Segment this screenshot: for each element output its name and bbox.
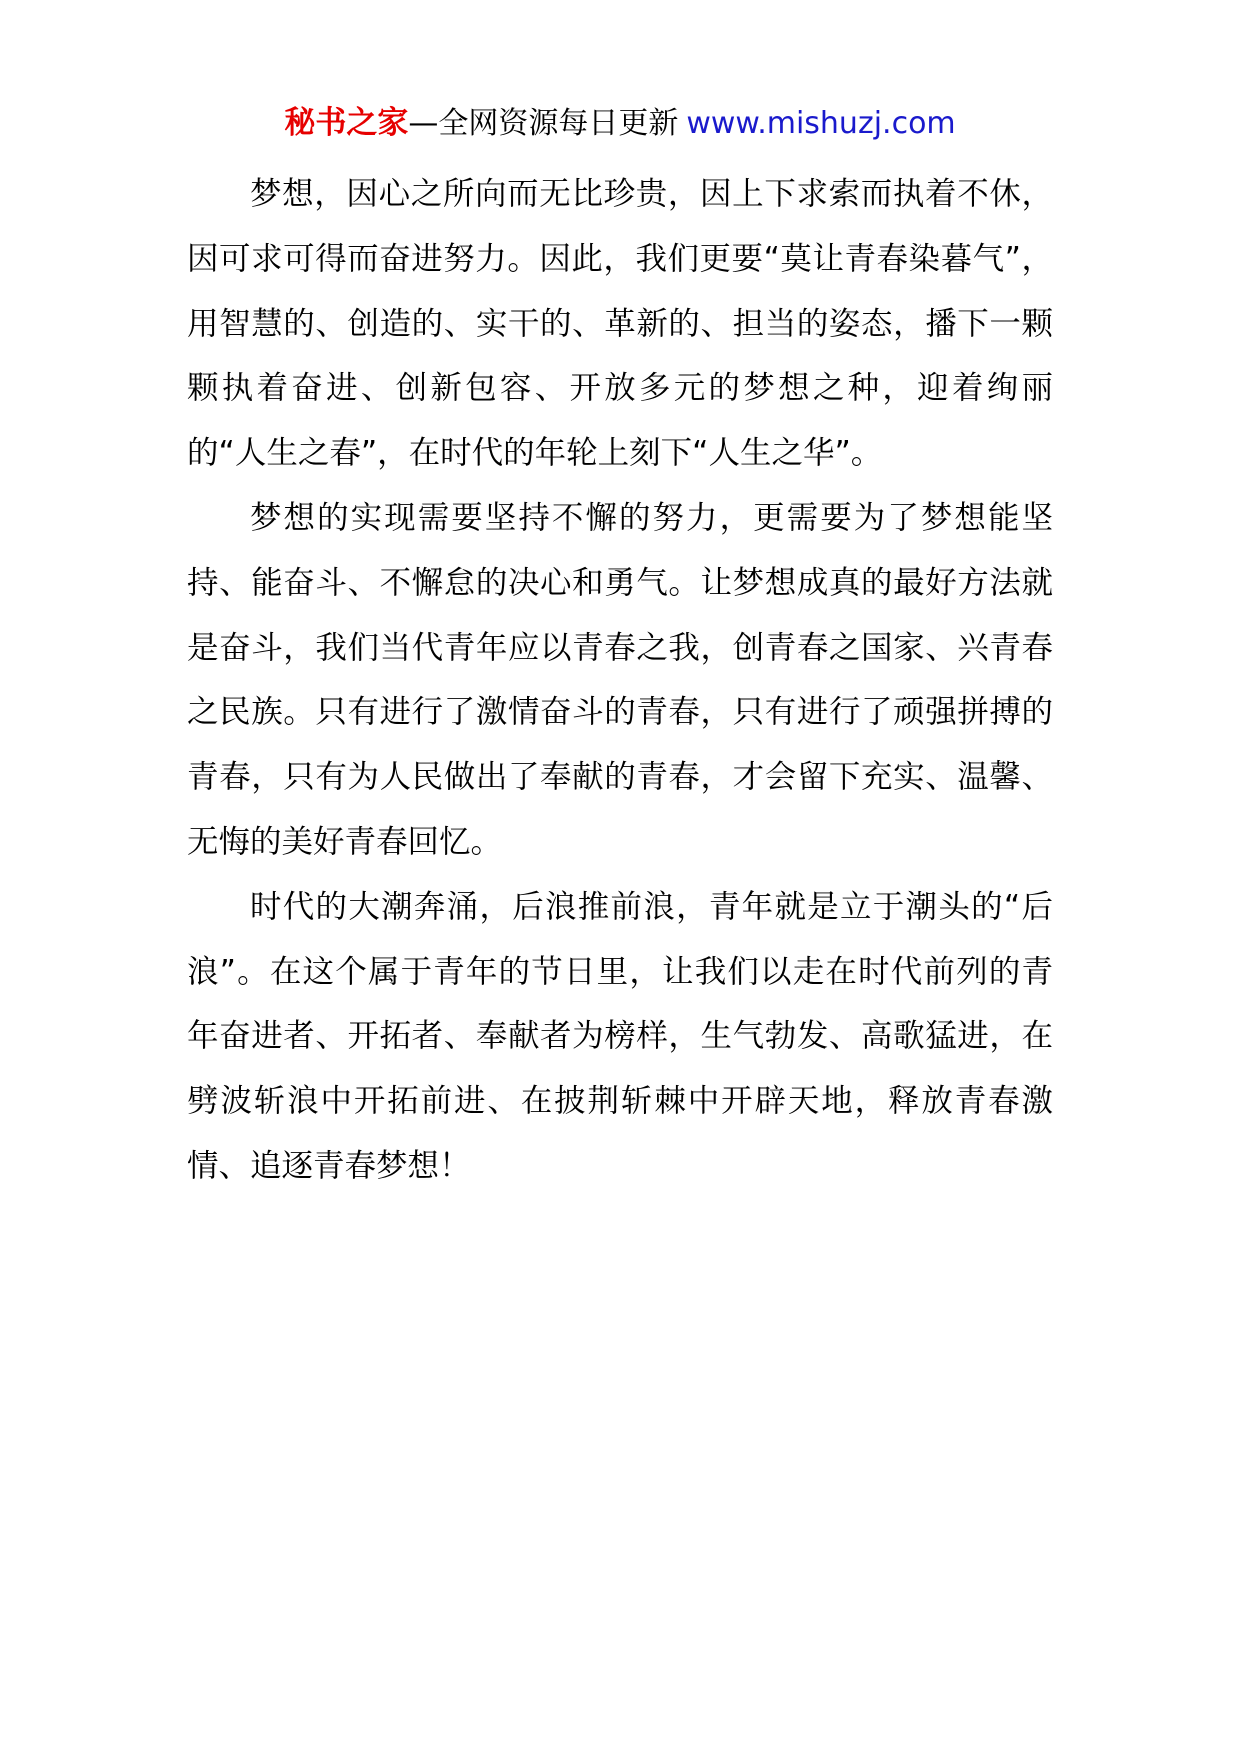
paragraph-1: 梦想，因心之所向而无比珍贵，因上下求索而执着不休，因可求可得而奋进努力。因此，我们更要“莫让青春染暮气”，用智慧的、创造的、实干的、革新的、担当的姿态，播下一颗颗执着奋进、创新包容、开放多元的梦想之种，迎着绚丽的“人生之春”，在时代的年轮上刻下“人生之华”。 — [187, 176, 1053, 472]
site-header — [0, 102, 1240, 145]
site-url: www.mishuzj.com — [686, 106, 956, 141]
paragraph-2: 梦想的实现需要坚持不懈的努力，更需要为了梦想能坚持、能奋斗、不懈怠的决心和勇气。让梦想成真的最好方法就是奋斗，我们当代青年应以青春之我，创青春之国家、兴青春之民族。只有进行了激情奋斗的青春，只有进行了顽强拼搏的青春，只有为人民做出了奉献的青春，才会留下充实、温馨、无悔的美好青春回忆。 — [187, 499, 1053, 860]
paragraph-3: 时代的大潮奔涌，后浪推前浪，青年就是立于潮头的“后浪”。在这个属于青年的节日里，让我们以走在时代前列的青年奋进者、开拓者、奉献者为榜样，生气勃发、高歌猛进，在劈波斩浪中开拓前进、在披荆斩棘中开辟天地，释放青春激情、追逐青春梦想！ — [187, 888, 1053, 1184]
brand-name: 秘书之家 — [284, 105, 409, 141]
header-tagline: —全网资源每日更新 — [408, 106, 679, 141]
article-body — [187, 162, 1053, 1199]
